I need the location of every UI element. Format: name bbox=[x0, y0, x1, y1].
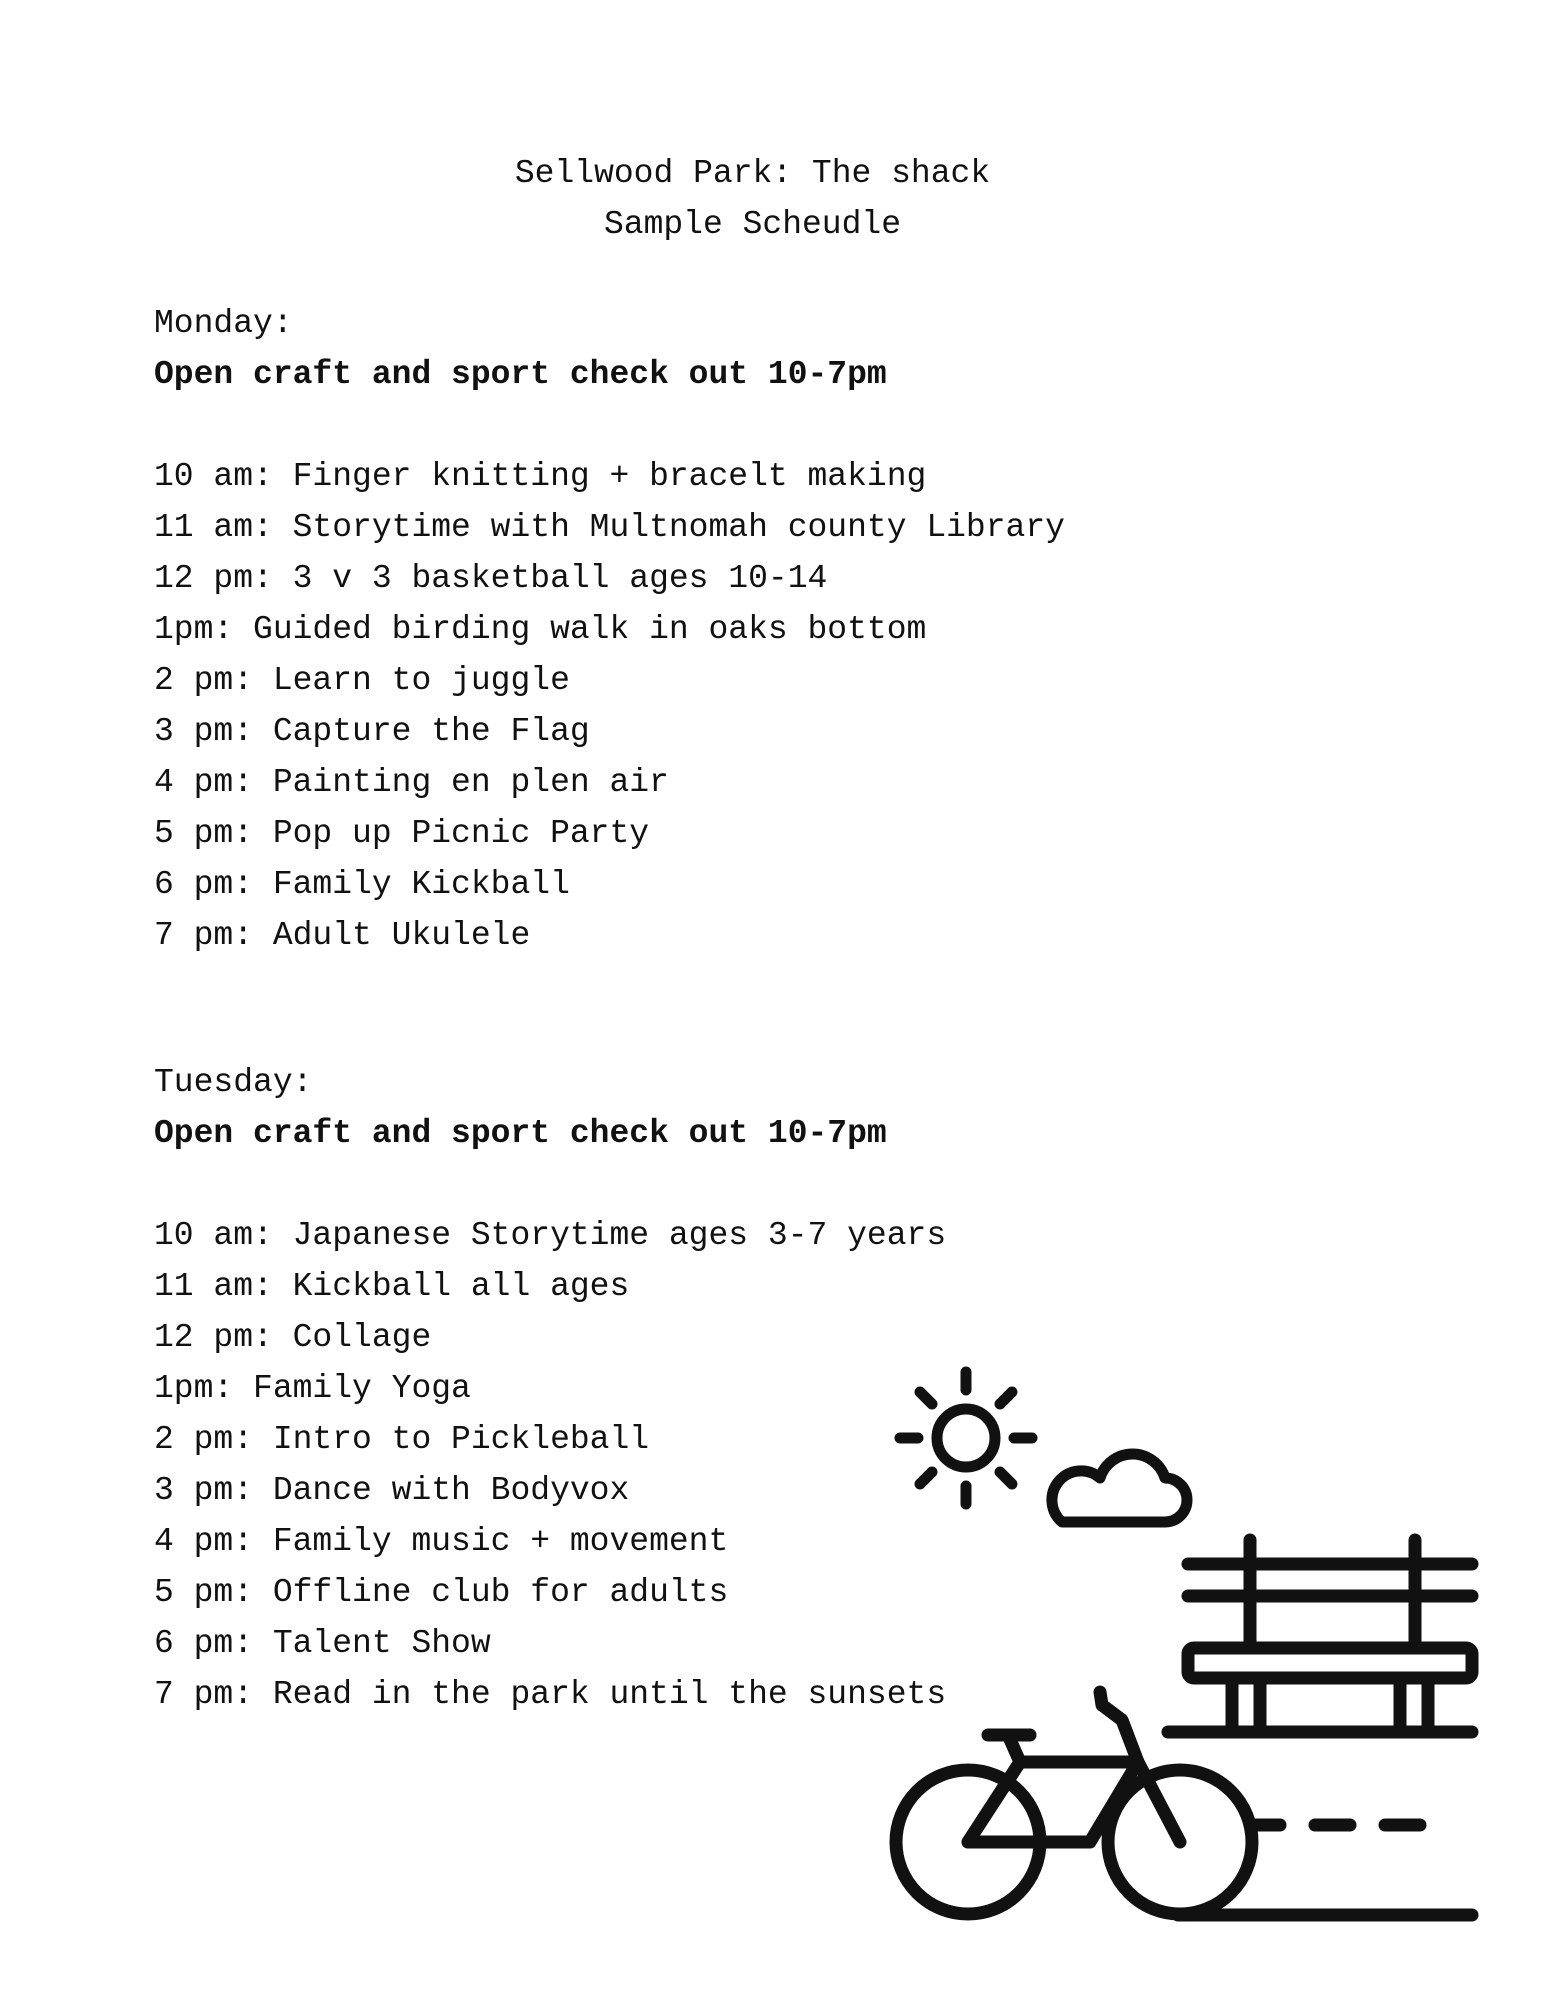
event-item: 7 pm: Read in the park until the sunsets bbox=[154, 1676, 947, 1713]
bicycle-icon bbox=[896, 1692, 1252, 1914]
page-subtitle: Sample Scheudle bbox=[603, 206, 902, 243]
event-item: 3 pm: Dance with Bodyvox bbox=[154, 1472, 630, 1509]
event-item: 2 pm: Learn to juggle bbox=[154, 662, 570, 699]
day-heading: Tuesday: bbox=[154, 1064, 313, 1101]
event-item: 12 pm: 3 v 3 basketball ages 10-14 bbox=[154, 560, 828, 597]
event-item: 5 pm: Pop up Picnic Party bbox=[154, 815, 650, 852]
open-hours: Open craft and sport check out 10-7pm bbox=[154, 1115, 887, 1152]
sun-icon bbox=[900, 1372, 1032, 1504]
day-heading: Monday: bbox=[154, 305, 293, 342]
event-item: 5 pm: Offline club for adults bbox=[154, 1574, 729, 1611]
event-item: 12 pm: Collage bbox=[154, 1319, 432, 1356]
event-item: 6 pm: Family Kickball bbox=[154, 866, 570, 903]
open-hours: Open craft and sport check out 10-7pm bbox=[154, 356, 887, 393]
event-item: 1pm: Guided birding walk in oaks bottom bbox=[154, 611, 927, 648]
event-item: 4 pm: Painting en plen air bbox=[154, 764, 669, 801]
event-item: 11 am: Storytime with Multnomah county Library bbox=[154, 509, 1065, 546]
bench-icon bbox=[1168, 1540, 1472, 1732]
cloud-icon bbox=[1052, 1454, 1187, 1522]
event-item: 4 pm: Family music + movement bbox=[154, 1523, 729, 1560]
event-item: 1pm: Family Yoga bbox=[154, 1370, 471, 1407]
park-illustration bbox=[860, 1330, 1500, 1980]
event-item: 7 pm: Adult Ukulele bbox=[154, 917, 531, 954]
event-item: 2 pm: Intro to Pickleball bbox=[154, 1421, 650, 1458]
event-item: 10 am: Japanese Storytime ages 3-7 years bbox=[154, 1217, 947, 1254]
title-block bbox=[0, 148, 1505, 250]
day-section-monday bbox=[154, 298, 1065, 961]
page-title: Sellwood Park: The shack bbox=[514, 155, 991, 192]
event-item: 10 am: Finger knitting + bracelt making bbox=[154, 458, 927, 495]
day-section-tuesday bbox=[154, 1057, 946, 1720]
event-item: 3 pm: Capture the Flag bbox=[154, 713, 590, 750]
event-item: 11 am: Kickball all ages bbox=[154, 1268, 630, 1305]
event-item: 6 pm: Talent Show bbox=[154, 1625, 491, 1662]
